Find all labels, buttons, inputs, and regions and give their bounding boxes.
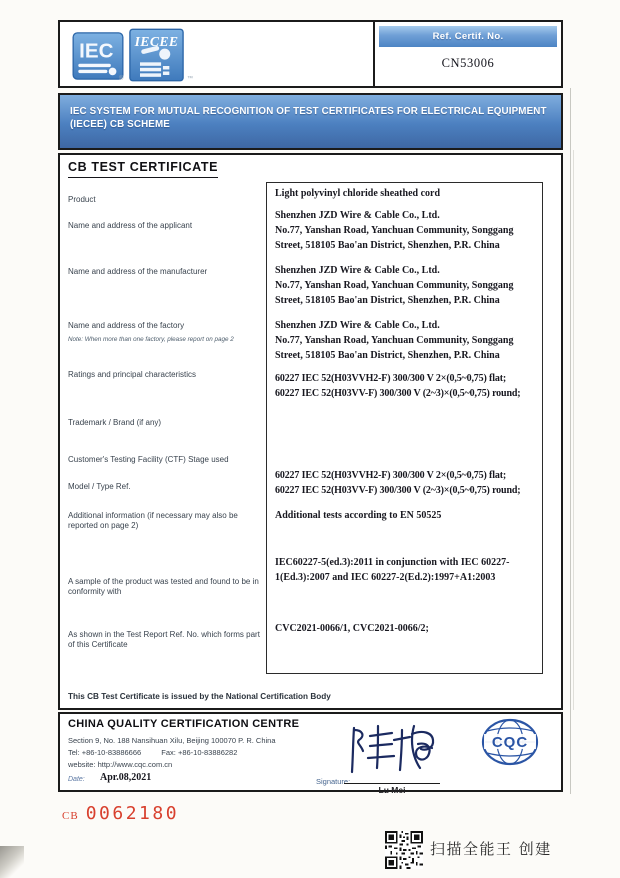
model-line2: 60227 IEC 52(H03VV-F) 300/300 V (2~3)×(0,5~0,75) round;: [275, 485, 521, 496]
date-value: Apr.08,2021: [100, 772, 152, 783]
ref-certif-label: Ref. Certif. No.: [379, 26, 557, 47]
label-additional: Additional information (if necessary may also be reported on page 2): [68, 511, 238, 530]
value-factory: [275, 318, 537, 363]
ncb-box: [58, 712, 563, 795]
value-additional: Additional tests according to EN 50525: [275, 510, 442, 521]
ncb-name: CHINA QUALITY CERTIFICATION CENTRE: [68, 718, 300, 730]
factory-name: Shenzhen JZD Wire & Cable Co., Ltd.: [275, 320, 440, 331]
label-model: Model / Type Ref.: [68, 482, 131, 491]
value-report: CVC2021-0066/1, CVC2021-0066/2;: [275, 623, 429, 634]
value-applicant: [275, 208, 537, 253]
signature-handwriting: [340, 718, 440, 785]
iecee-logo-text: IECEE: [134, 33, 179, 49]
iec-logo-icon: [72, 32, 124, 85]
registered-mark: ®: [119, 76, 124, 82]
manufacturer-name: Shenzhen JZD Wire & Cable Co., Ltd.: [275, 265, 440, 276]
factory-address: No.77, Yanshan Road, Yanchuan Community, Songgang Street, 518105 Bao'an District, Shenzhen, P.R. China: [275, 335, 514, 361]
trademark-mark: ™: [187, 76, 193, 82]
ref-certif-number: CN53006: [441, 56, 495, 70]
issued-by-statement: This CB Test Certificate is issued by the National Certification Body: [68, 692, 331, 701]
label-ctf: Customer's Testing Facility (CTF) Stage used: [68, 455, 229, 464]
ncb-website: website: http://www.cqc.com.cn: [68, 760, 173, 769]
header-box: [58, 20, 563, 88]
qr-code-icon: [385, 831, 423, 874]
scan-edge-line: [570, 88, 571, 794]
manufacturer-address: No.77, Yanshan Road, Yanchuan Community, Songgang Street, 518105 Bao'an District, Shenzhen, P.R. China: [275, 280, 514, 306]
cqc-logo-text: CQC: [491, 734, 529, 751]
ref-certif-cell: [373, 22, 561, 86]
scanner-watermark-text: 扫描全能王 创建: [430, 840, 552, 858]
certificate-title: CB TEST CERTIFICATE: [68, 160, 218, 178]
label-product: Product: [68, 195, 96, 204]
ncb-tel: Tel: +86-10-83886666: [68, 748, 142, 757]
label-applicant: Name and address of the applicant: [68, 221, 193, 230]
value-model: [275, 468, 537, 498]
ncb-address: Section 9, No. 188 Nansihuan Xilu, Beijing 100070 P. R. China: [68, 736, 276, 745]
scheme-banner-text: IEC SYSTEM FOR MUTUAL RECOGNITION OF TEST CERTIFICATES FOR ELECTRICAL EQUIPMENT (IECEE) CB SCHEME: [70, 106, 547, 130]
ratings-line1: 60227 IEC 52(H03VVH2-F) 300/300 V 2×(0,5~0,75) flat;: [275, 373, 507, 384]
value-conformity: IEC60227-5(ed.3):2011 in conjunction with IEC 60227-1(Ed.3):2007 and IEC 60227-2(Ed.2):1997+A1:2003: [275, 557, 510, 583]
ncb-telfax: [68, 748, 237, 757]
label-trademark: Trademark / Brand (if any): [68, 418, 162, 427]
label-conformity: A sample of the product was tested and found to be in conformity with: [68, 577, 259, 596]
value-ratings: [275, 371, 537, 401]
scan-edge-line-2: [573, 150, 574, 710]
value-manufacturer: [275, 263, 537, 308]
iec-logo-text: IEC: [79, 39, 114, 63]
model-line1: 60227 IEC 52(H03VVH2-F) 300/300 V 2×(0,5~0,75) flat;: [275, 470, 507, 481]
cb-stamp-prefix: CB: [62, 810, 79, 822]
cb-stamp: [62, 803, 179, 824]
label-manufacturer: Name and address of the manufacturer: [68, 267, 208, 276]
cb-stamp-number: 0062180: [85, 803, 180, 824]
date-label: Date:: [68, 776, 85, 783]
applicant-address: No.77, Yanshan Road, Yanchuan Community, Songgang Street, 518105 Bao'an District, Shenzhen, P.R. China: [275, 225, 514, 251]
label-factory-note: Note: When more than one factory, please report on page 2: [68, 336, 234, 343]
value-product: Light polyvinyl chloride sheathed cord: [275, 188, 441, 199]
scheme-banner: [58, 93, 563, 150]
ratings-line2: 60227 IEC 52(H03VV-F) 300/300 V (2~3)×(0,5~0,75) round;: [275, 388, 521, 399]
label-ratings: Ratings and principal characteristics: [68, 370, 197, 379]
values-box: [266, 182, 543, 674]
signature-label: Signature:: [316, 777, 351, 786]
signature-line: [344, 783, 440, 784]
certificate-body: [58, 153, 563, 710]
signatory-name: Lu Mei: [378, 785, 406, 795]
ncb-fax: Fax: +86-10-83886282: [161, 748, 238, 757]
applicant-name: Shenzhen JZD Wire & Cable Co., Ltd.: [275, 210, 440, 221]
scan-corner-shadow: [0, 846, 24, 878]
label-factory: Name and address of the factory: [68, 321, 185, 330]
label-report: As shown in the Test Report Ref. No. which forms part of this Certificate: [68, 630, 260, 649]
cqc-logo-icon: [480, 717, 540, 772]
iecee-logo-icon: [129, 28, 184, 87]
